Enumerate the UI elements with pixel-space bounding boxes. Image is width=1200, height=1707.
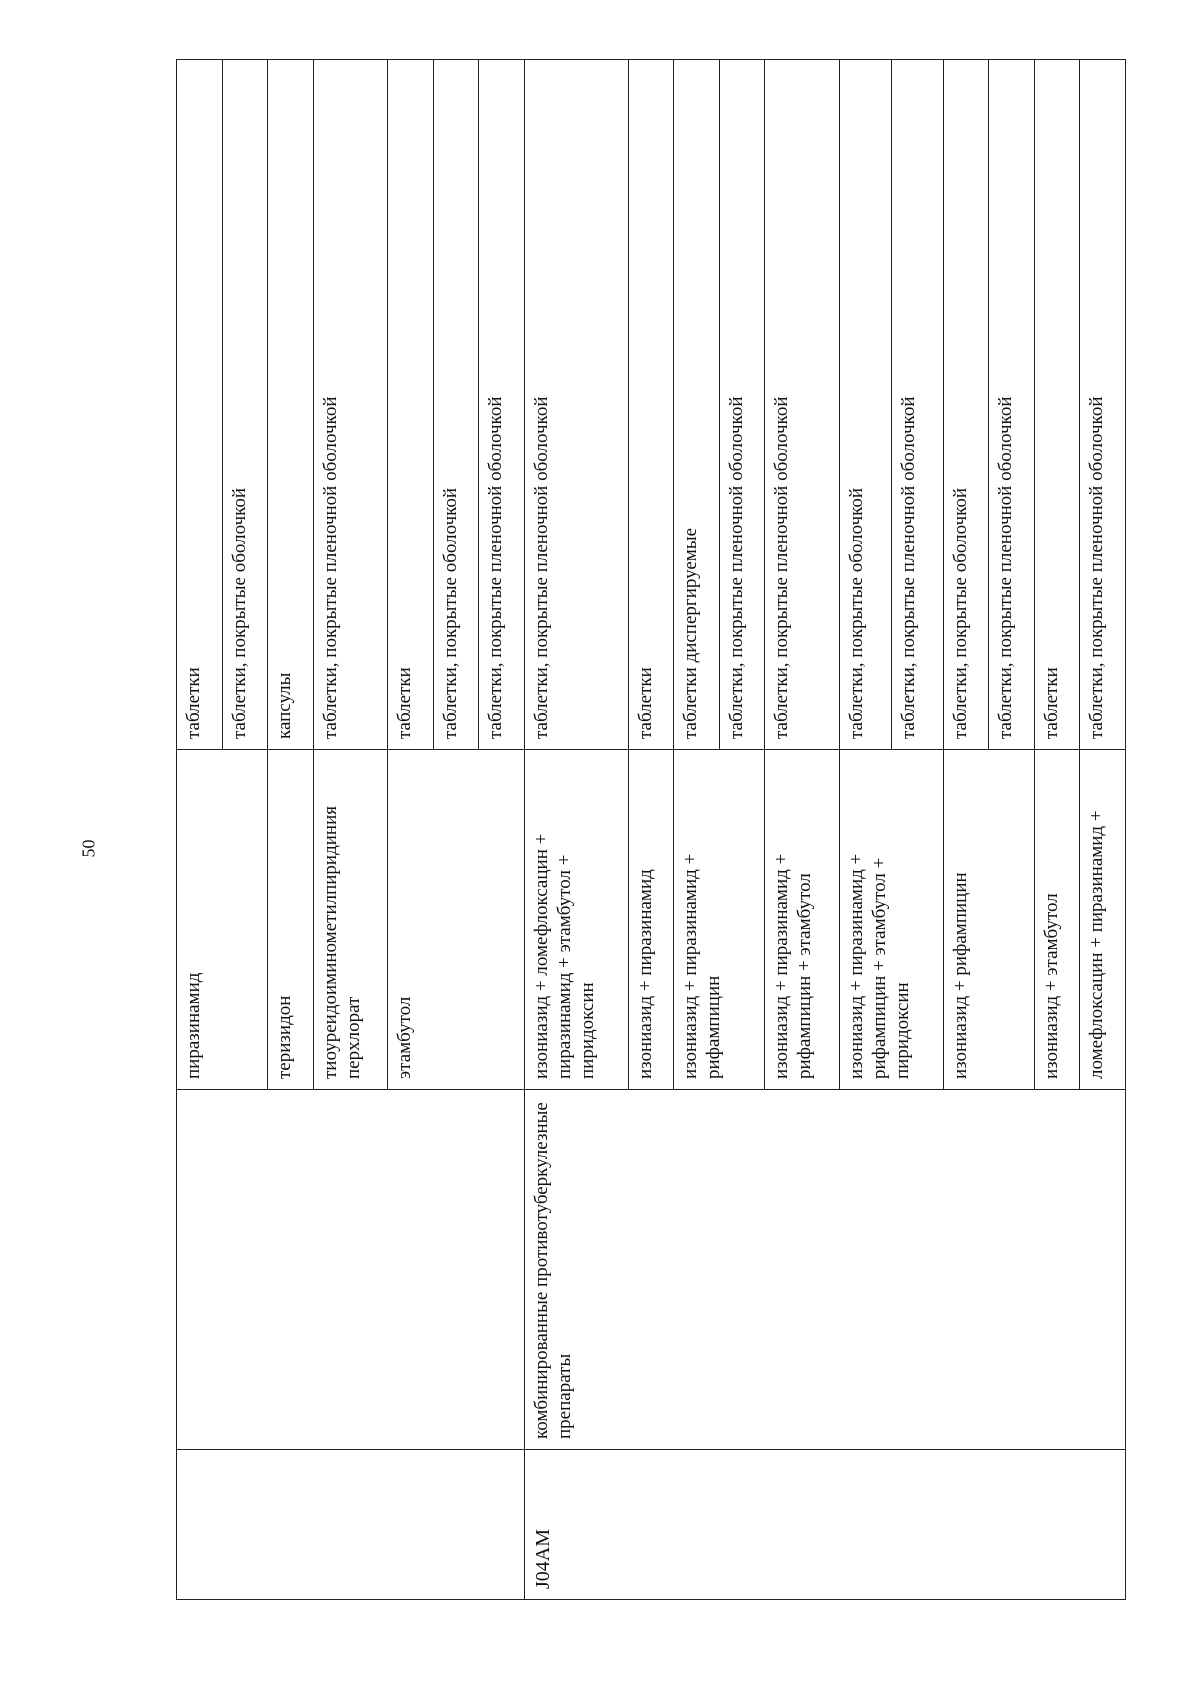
dosage-form-cell: капсулы [268, 60, 314, 750]
dosage-form-cell: таблетки, покрытые пленочной оболочкой [525, 60, 629, 750]
dosage-form-cell: таблетки, покрытые пленочной оболочкой [313, 60, 388, 750]
page-number: 50 [78, 839, 99, 858]
dosage-form-cell: таблетки, покрытые пленочной оболочкой [719, 60, 765, 750]
dosage-form-cell: таблетки [177, 60, 223, 750]
dosage-form-cell: таблетки, покрытые оболочкой [943, 60, 989, 750]
drug-name-cell: изониазид + этамбутол [1034, 750, 1080, 1090]
rotated-page-content [176, 60, 1126, 1600]
table-row [177, 60, 223, 1600]
atc-code-cell [177, 1450, 525, 1600]
table-body [177, 60, 1126, 1600]
dosage-form-cell: таблетки, покрытые оболочкой [840, 60, 892, 750]
drug-name-cell: ломефлоксацин + пиразинамид + [1080, 750, 1126, 1090]
anatomical-group-cell: комбинированные противотуберкулезные препараты [525, 1090, 1126, 1450]
drug-name-cell: изониазид + рифампицин [943, 750, 1034, 1090]
drug-name-cell: изониазид + пиразинамид + рифампицин + этамбутол [765, 750, 840, 1090]
drug-name-cell: тиоуреидоиминометилпиридиния перхлорат [313, 750, 388, 1090]
drug-name-cell: этамбутол [388, 750, 525, 1090]
drug-name-cell: пиразинамид [177, 750, 268, 1090]
dosage-form-cell: таблетки, покрытые пленочной оболочкой [891, 60, 943, 750]
atc-code-cell: J04AM [525, 1450, 1126, 1600]
dosage-form-cell: таблетки, покрытые оболочкой [222, 60, 268, 750]
drug-name-cell: изониазид + пиразинамид + рифампицин [674, 750, 765, 1090]
drug-name-cell: теризидон [268, 750, 314, 1090]
dosage-form-cell: таблетки, покрытые пленочной оболочкой [1080, 60, 1126, 750]
drug-name-cell: изониазид + ломефлоксацин + пиразинамид + этамбутол + пиридоксин [525, 750, 629, 1090]
table-row [525, 60, 629, 1600]
dosage-form-cell: таблетки [388, 60, 434, 750]
dosage-form-cell: таблетки, покрытые пленочной оболочкой [479, 60, 525, 750]
dosage-form-cell: таблетки диспергируемые [674, 60, 720, 750]
drug-name-cell: изониазид + пиразинамид + рифампицин + этамбутол + пиридоксин [840, 750, 944, 1090]
dosage-form-cell: таблетки, покрытые пленочной оболочкой [765, 60, 840, 750]
dosage-form-cell: таблетки, покрытые оболочкой [433, 60, 479, 750]
drug-name-cell: изониазид + пиразинамид [628, 750, 674, 1090]
dosage-form-cell: таблетки, покрытые пленочной оболочкой [989, 60, 1035, 750]
dosage-form-cell: таблетки [1034, 60, 1080, 750]
drug-list-table [176, 59, 1126, 1600]
dosage-form-cell: таблетки [628, 60, 674, 750]
anatomical-group-cell [177, 1090, 525, 1450]
